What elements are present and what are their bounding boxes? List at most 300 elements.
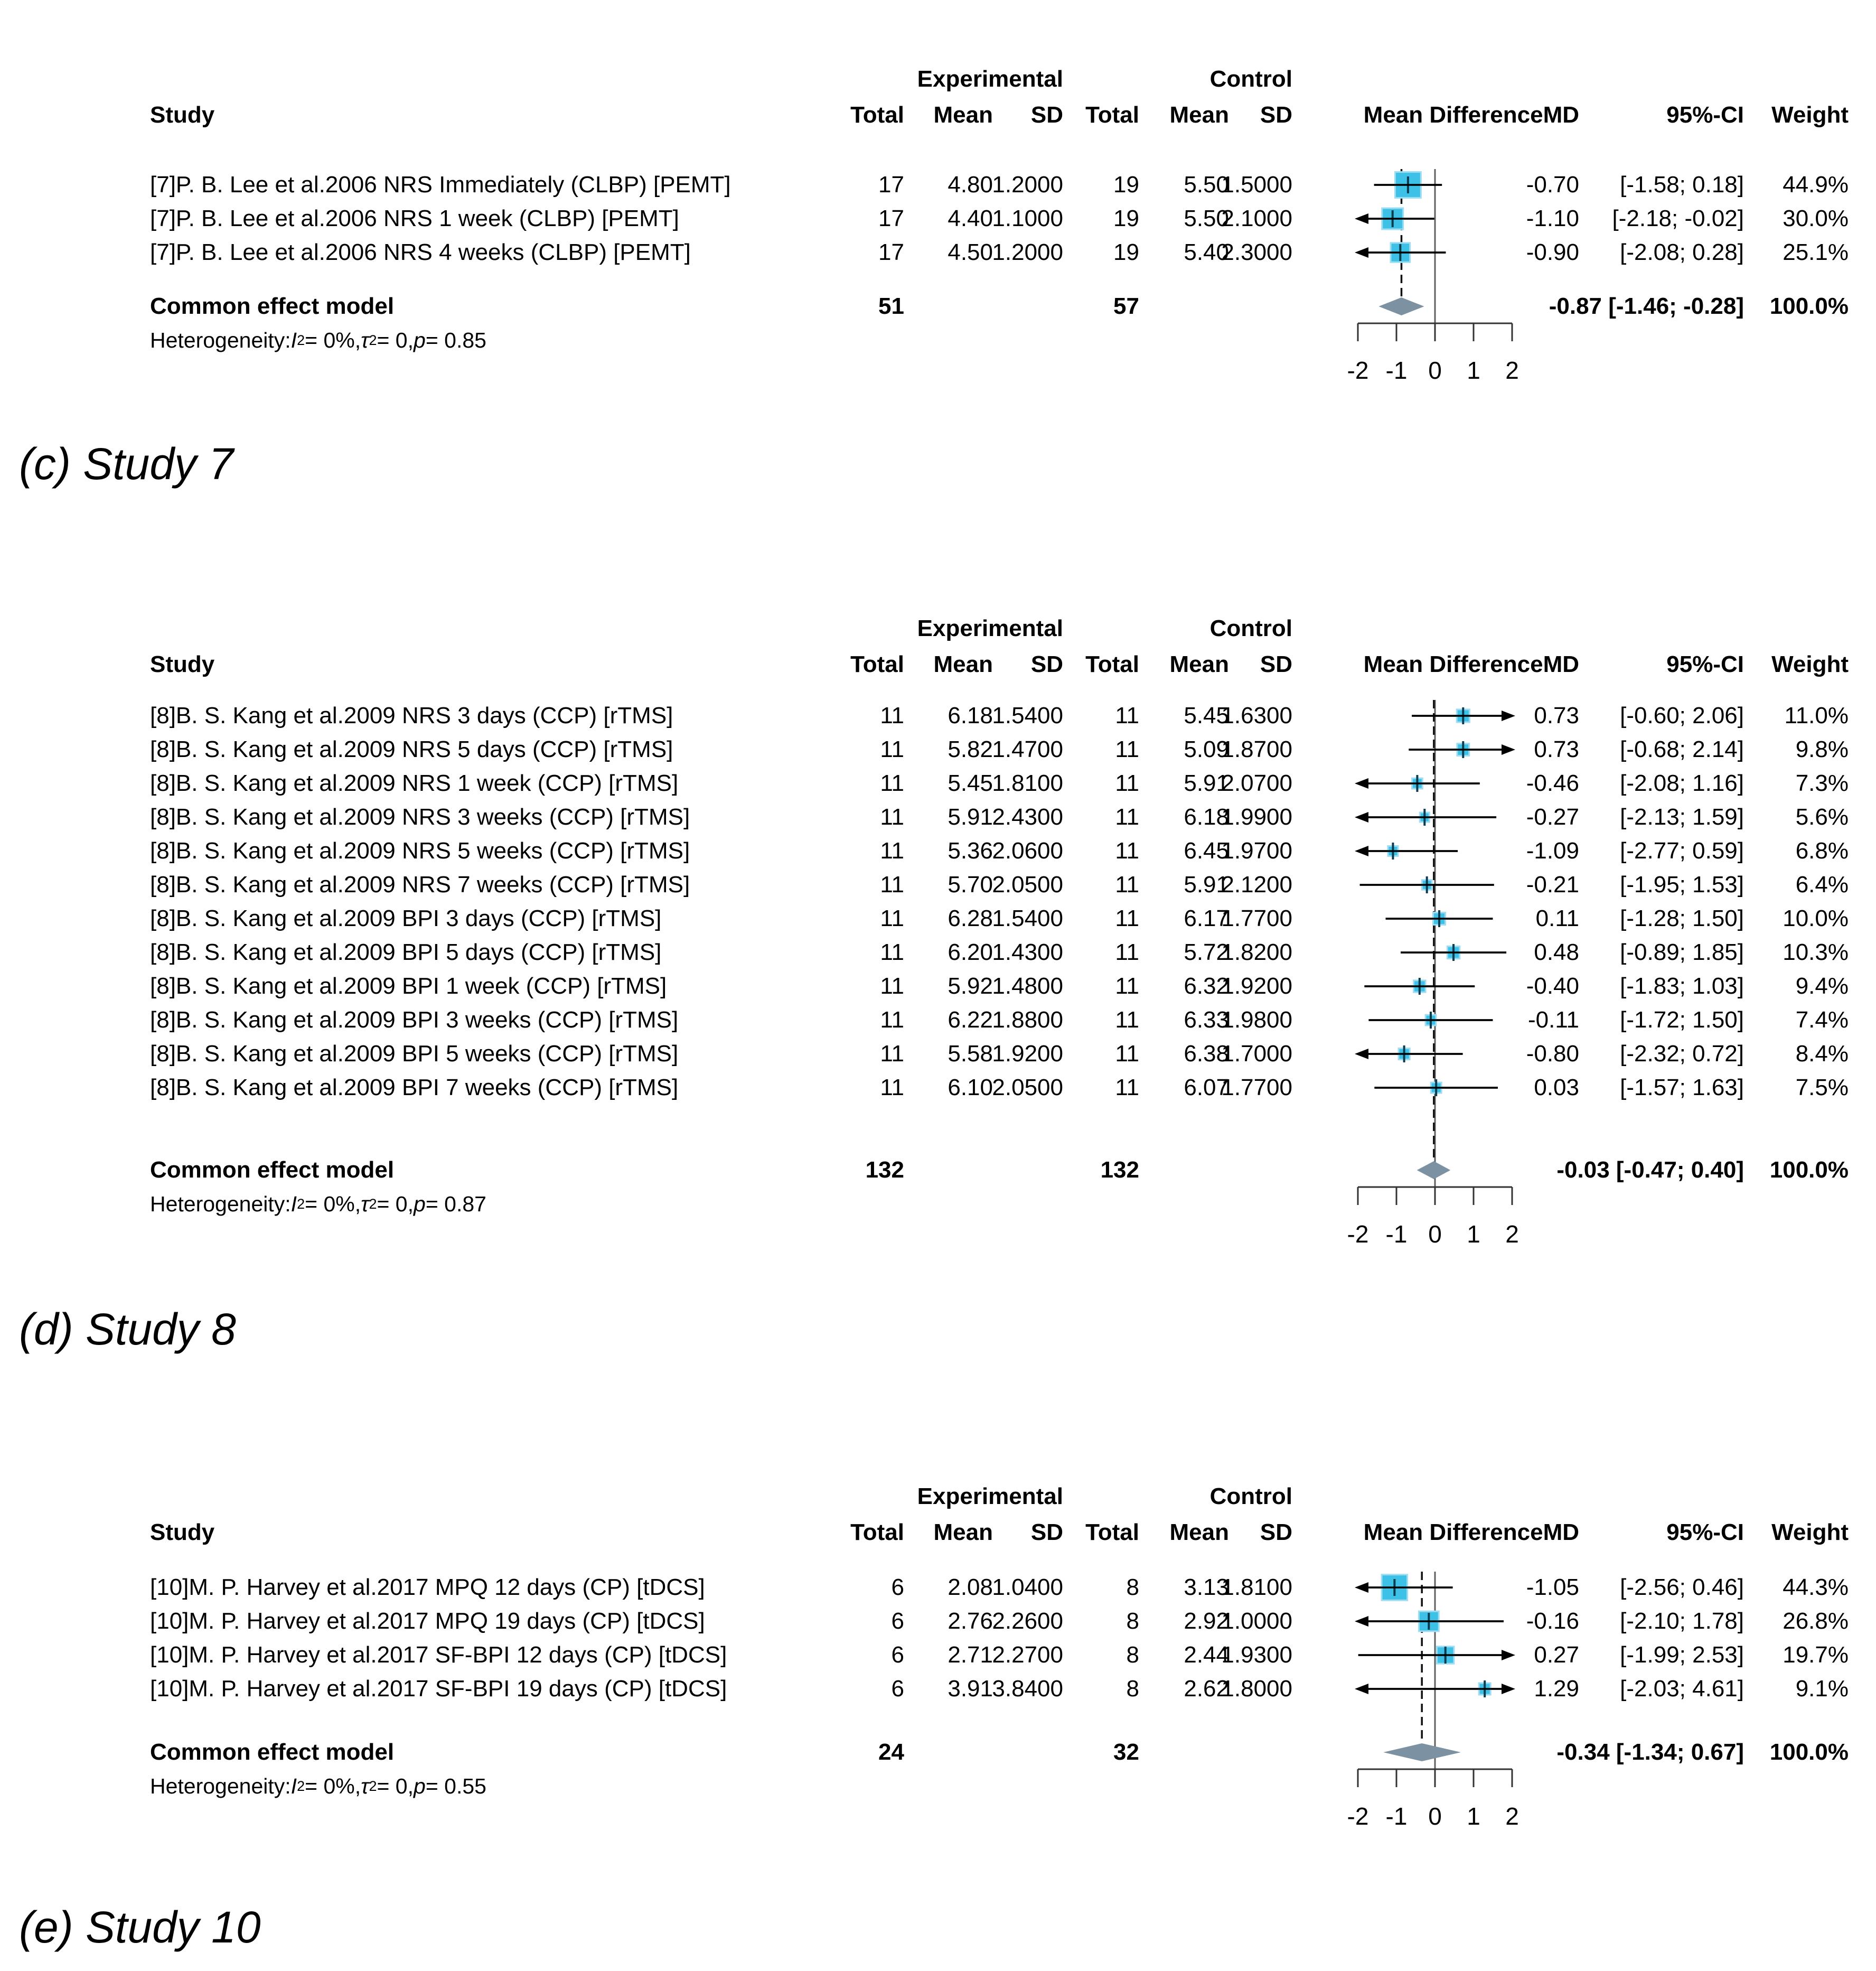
ctrl-mean-value: 5.91 xyxy=(1184,872,1229,898)
ctrl-mean-value: 2.62 xyxy=(1184,1676,1229,1702)
weight-value: 19.7% xyxy=(1783,1642,1849,1668)
ctrl-total-value: 11 xyxy=(1115,973,1139,999)
study-label: [8]B. S. Kang et al.2009 NRS 1 week (CCP) [rTMS] xyxy=(150,770,679,796)
study-row xyxy=(0,168,1876,202)
md-column-header: MD xyxy=(1543,1519,1579,1545)
column-header-row xyxy=(0,1518,1876,1547)
summary-md-ci: -0.03 [-0.47; 0.40] xyxy=(1556,1157,1744,1183)
ctrl-mean-value: 6.38 xyxy=(1184,1041,1229,1067)
ctrl-sd-value: 1.9200 xyxy=(1221,973,1292,999)
ctrl-total-value: 11 xyxy=(1115,770,1139,796)
exp-mean-value: 4.50 xyxy=(948,239,993,265)
experimental-group-header: Experimental xyxy=(917,66,1063,92)
exp-sd-value: 1.1000 xyxy=(992,205,1063,231)
md-value: 0.03 xyxy=(1534,1075,1579,1100)
ctrl-total-value: 11 xyxy=(1115,703,1139,728)
ctrl-sd-value: 1.7700 xyxy=(1221,905,1292,931)
exp-sd-value: 1.5400 xyxy=(992,703,1063,728)
ctrl-sd-value: 2.1000 xyxy=(1221,205,1292,231)
summary-md-ci: -0.34 [-1.34; 0.67] xyxy=(1556,1739,1744,1765)
ctrl-total-value: 8 xyxy=(1126,1642,1139,1668)
forest-plot-e xyxy=(0,1482,1876,1888)
summary-exp-total: 24 xyxy=(878,1739,904,1765)
summary-weight: 100.0% xyxy=(1769,293,1849,319)
mean-difference-column-header: Mean Difference xyxy=(1363,651,1543,677)
exp-sd-value: 1.4300 xyxy=(992,939,1063,965)
weight-value: 9.8% xyxy=(1795,736,1849,762)
summary-label: Common effect model xyxy=(150,293,395,319)
exp-mean-value: 5.91 xyxy=(948,804,993,830)
axis-tick-label: 1 xyxy=(1467,1220,1480,1248)
caption-study-8: (d) Study 8 xyxy=(19,1304,236,1354)
spacer xyxy=(0,130,1876,168)
md-value: -0.70 xyxy=(1526,172,1579,198)
spacer xyxy=(0,1547,1876,1571)
ctrl-total-value: 19 xyxy=(1113,239,1139,265)
ctrl-total-value: 11 xyxy=(1115,1007,1139,1033)
weight-value: 10.0% xyxy=(1783,905,1849,931)
spacer xyxy=(0,94,1876,100)
study-row xyxy=(0,1672,1876,1706)
md-value: -0.90 xyxy=(1526,239,1579,265)
column-header-row xyxy=(0,650,1876,679)
ctrl-total-value: 8 xyxy=(1126,1608,1139,1634)
md-value: -0.21 xyxy=(1526,872,1579,898)
exp-mean-value: 2.76 xyxy=(948,1608,993,1634)
ctrl-mean-value: 5.50 xyxy=(1184,205,1229,231)
ctrl-mean-value: 5.91 xyxy=(1184,770,1229,796)
exp-mean-value: 5.58 xyxy=(948,1041,993,1067)
ctrl-mean-value: 6.07 xyxy=(1184,1075,1229,1100)
weight-value: 11.0% xyxy=(1784,703,1849,728)
exp-mean-value: 6.22 xyxy=(948,1007,993,1033)
ctrl-sd-header: SD xyxy=(1260,651,1292,677)
spacer xyxy=(0,357,1876,442)
axis-tick-label: -1 xyxy=(1385,1220,1408,1248)
study-label: [8]B. S. Kang et al.2009 NRS 3 weeks (CCP) [rTMS] xyxy=(150,804,690,830)
mean-difference-column-header: Mean Difference xyxy=(1363,1519,1543,1545)
study-label: [7]P. B. Lee et al.2006 NRS 1 week (CLBP) [PEMT] xyxy=(150,205,679,231)
ctrl-sd-header: SD xyxy=(1260,1519,1292,1545)
ci-value: [-0.60; 2.06] xyxy=(1620,703,1744,728)
study-row xyxy=(0,733,1876,767)
ctrl-mean-value: 6.32 xyxy=(1184,973,1229,999)
exp-sd-value: 2.0500 xyxy=(992,1075,1063,1100)
study-row xyxy=(0,969,1876,1003)
exp-sd-value: 1.0400 xyxy=(992,1574,1063,1600)
summary-weight: 100.0% xyxy=(1769,1157,1849,1183)
ctrl-sd-value: 1.8100 xyxy=(1221,1574,1292,1600)
weight-value: 9.1% xyxy=(1795,1676,1849,1702)
weight-column-header: Weight xyxy=(1771,651,1849,677)
axis-tick-label: 2 xyxy=(1505,1220,1519,1248)
exp-sd-value: 2.0600 xyxy=(992,838,1063,864)
ctrl-mean-value: 5.45 xyxy=(1184,703,1229,728)
study-label: [10]M. P. Harvey et al.2017 MPQ 19 days (CP) [tDCS] xyxy=(150,1608,705,1634)
axis-tick-label: -2 xyxy=(1347,1802,1369,1830)
ci-value: [-2.03; 4.61] xyxy=(1620,1676,1744,1702)
exp-total-value: 11 xyxy=(880,1075,904,1100)
weight-value: 7.3% xyxy=(1795,770,1849,796)
ctrl-mean-value: 2.92 xyxy=(1184,1608,1229,1634)
exp-mean-value: 6.18 xyxy=(948,703,993,728)
axis-tick-label: -1 xyxy=(1385,1802,1408,1830)
summary-ctrl-total: 32 xyxy=(1113,1739,1139,1765)
ci-value: [-1.99; 2.53] xyxy=(1620,1642,1744,1668)
exp-sd-value: 2.2700 xyxy=(992,1642,1063,1668)
weight-value: 25.1% xyxy=(1783,239,1849,265)
ci-value: [-1.57; 1.63] xyxy=(1620,1075,1744,1100)
weight-value: 6.4% xyxy=(1795,872,1849,898)
exp-total-value: 6 xyxy=(891,1676,904,1702)
ci-value: [-1.83; 1.03] xyxy=(1620,973,1744,999)
group-header-row xyxy=(0,64,1876,94)
ctrl-total-value: 8 xyxy=(1126,1574,1139,1600)
exp-total-value: 11 xyxy=(880,905,904,931)
exp-sd-header: SD xyxy=(1030,102,1063,128)
exp-total-value: 11 xyxy=(880,804,904,830)
md-column-header: MD xyxy=(1543,651,1579,677)
exp-total-value: 6 xyxy=(891,1642,904,1668)
weight-value: 10.3% xyxy=(1783,939,1849,965)
exp-sd-header: SD xyxy=(1030,651,1063,677)
exp-total-value: 11 xyxy=(880,1041,904,1067)
forest-plot-d xyxy=(0,614,1876,1305)
md-value: -0.80 xyxy=(1526,1041,1579,1067)
axis-tick-label: 0 xyxy=(1428,357,1442,384)
exp-sd-value: 1.9200 xyxy=(992,1041,1063,1067)
ctrl-total-value: 19 xyxy=(1113,205,1139,231)
caption-study-10: (e) Study 10 xyxy=(19,1902,261,1952)
ctrl-mean-value: 6.18 xyxy=(1184,804,1229,830)
exp-mean-value: 5.82 xyxy=(948,736,993,762)
study-column-header: Study xyxy=(150,1519,215,1545)
group-header-row xyxy=(0,1482,1876,1511)
ctrl-mean-value: 6.17 xyxy=(1184,905,1229,931)
ci-value: [-1.95; 1.53] xyxy=(1620,872,1744,898)
study-label: [7]P. B. Lee et al.2006 NRS 4 weeks (CLBP) [PEMT] xyxy=(150,239,691,265)
study-header-spacer xyxy=(150,1482,829,1511)
weight-value: 44.3% xyxy=(1783,1574,1849,1600)
md-value: -0.27 xyxy=(1526,804,1579,830)
summary-md-ci: -0.87 [-1.46; -0.28] xyxy=(1549,293,1744,319)
ctrl-sd-value: 1.9800 xyxy=(1221,1007,1292,1033)
study-label: [7]P. B. Lee et al.2006 NRS Immediately (CLBP) [PEMT] xyxy=(150,172,731,198)
effect-md-header xyxy=(1292,100,1579,130)
study-row xyxy=(0,1638,1876,1672)
ci-value: [-2.08; 0.28] xyxy=(1620,239,1744,265)
md-value: -1.09 xyxy=(1526,838,1579,864)
ctrl-mean-header: Mean xyxy=(1169,1519,1229,1545)
ctrl-sd-value: 1.0000 xyxy=(1221,1608,1292,1634)
ctrl-total-value: 11 xyxy=(1115,905,1139,931)
study-label: [8]B. S. Kang et al.2009 BPI 3 weeks (CCP) [rTMS] xyxy=(150,1007,679,1033)
exp-mean-value: 5.92 xyxy=(948,973,993,999)
ctrl-total-value: 11 xyxy=(1115,804,1139,830)
exp-total-value: 11 xyxy=(880,1007,904,1033)
ctrl-total-value: 11 xyxy=(1115,872,1139,898)
md-value: -1.05 xyxy=(1526,1574,1579,1600)
summary-row xyxy=(0,1153,1876,1187)
ci-value: [-2.13; 1.59] xyxy=(1620,804,1744,830)
study-label: [10]M. P. Harvey et al.2017 SF-BPI 12 days (CP) [tDCS] xyxy=(150,1642,727,1668)
exp-sd-header: SD xyxy=(1030,1519,1063,1545)
exp-mean-value: 5.70 xyxy=(948,872,993,898)
ctrl-sd-value: 1.9300 xyxy=(1221,1642,1292,1668)
caption-study-7: (c) Study 7 xyxy=(19,439,234,489)
ctrl-total-value: 11 xyxy=(1115,1075,1139,1100)
md-value: -0.16 xyxy=(1526,1608,1579,1634)
ctrl-sd-value: 1.5000 xyxy=(1221,172,1292,198)
ctrl-total-value: 11 xyxy=(1115,736,1139,762)
column-header-row xyxy=(0,100,1876,130)
axis-tick-label: -1 xyxy=(1385,357,1408,384)
md-value: 0.73 xyxy=(1534,736,1579,762)
md-value: 1.29 xyxy=(1534,1676,1579,1702)
axis-tick-label: 2 xyxy=(1505,1802,1519,1830)
exp-mean-value: 6.20 xyxy=(948,939,993,965)
summary-exp-total: 132 xyxy=(865,1157,904,1183)
exp-total-value: 11 xyxy=(880,703,904,728)
axis-tick-label: 1 xyxy=(1467,1802,1480,1830)
ctrl-sd-value: 2.1200 xyxy=(1221,872,1292,898)
study-row xyxy=(0,1071,1876,1105)
study-row xyxy=(0,202,1876,236)
md-column-header: MD xyxy=(1543,102,1579,128)
study-row xyxy=(0,1571,1876,1604)
ctrl-sd-value: 1.8000 xyxy=(1221,1676,1292,1702)
study-header-spacer xyxy=(150,64,829,94)
spacer xyxy=(0,643,1876,650)
md-value: 0.27 xyxy=(1534,1642,1579,1668)
ctrl-sd-value: 1.6300 xyxy=(1221,703,1292,728)
spacer xyxy=(0,1105,1876,1153)
ctrl-mean-header: Mean xyxy=(1169,102,1229,128)
forest-plot-c xyxy=(0,64,1876,442)
md-value: -1.10 xyxy=(1526,205,1579,231)
ctrl-sd-value: 2.0700 xyxy=(1221,770,1292,796)
ctrl-total-value: 11 xyxy=(1115,939,1139,965)
study-row xyxy=(0,236,1876,269)
study-row xyxy=(0,800,1876,834)
study-label: [8]B. S. Kang et al.2009 NRS 5 weeks (CCP) [rTMS] xyxy=(150,838,690,864)
md-value: 0.73 xyxy=(1534,703,1579,728)
ctrl-mean-header: Mean xyxy=(1169,651,1229,677)
axis-tick-label: -2 xyxy=(1347,357,1369,384)
control-group-header: Control xyxy=(1209,66,1292,92)
md-value: 0.48 xyxy=(1534,939,1579,965)
exp-mean-value: 4.80 xyxy=(948,172,993,198)
ci-value: [-0.89; 1.85] xyxy=(1620,939,1744,965)
exp-sd-value: 2.4300 xyxy=(992,804,1063,830)
ctrl-total-header: Total xyxy=(1085,1519,1139,1545)
md-value: -0.11 xyxy=(1527,1007,1579,1033)
study-row xyxy=(0,834,1876,868)
control-group-header: Control xyxy=(1209,615,1292,641)
md-value: -0.46 xyxy=(1526,770,1579,796)
ci-value: [-2.77; 0.59] xyxy=(1620,838,1744,864)
ctrl-total-header: Total xyxy=(1085,651,1139,677)
exp-total-value: 17 xyxy=(878,172,904,198)
heterogeneity-text: Heterogeneity: I 2 = 0%, τ 2 = 0, p = 0.55 xyxy=(150,1773,486,1798)
summary-ctrl-total: 132 xyxy=(1100,1157,1139,1183)
exp-total-value: 17 xyxy=(878,205,904,231)
exp-total-value: 6 xyxy=(891,1608,904,1634)
ci-column-header: 95%-CI xyxy=(1666,1519,1744,1545)
ctrl-total-value: 19 xyxy=(1113,172,1139,198)
exp-sd-value: 1.2000 xyxy=(992,172,1063,198)
ci-value: [-1.72; 1.50] xyxy=(1620,1007,1744,1033)
axis-tick-label: 1 xyxy=(1467,357,1480,384)
mean-difference-column-header: Mean Difference xyxy=(1363,102,1543,128)
study-row xyxy=(0,1003,1876,1037)
ctrl-total-value: 8 xyxy=(1126,1676,1139,1702)
summary-ctrl-total: 57 xyxy=(1113,293,1139,319)
exp-mean-header: Mean xyxy=(933,651,993,677)
exp-total-value: 6 xyxy=(891,1574,904,1600)
exp-sd-value: 1.5400 xyxy=(992,905,1063,931)
ctrl-mean-value: 2.44 xyxy=(1184,1642,1229,1668)
exp-total-value: 11 xyxy=(880,939,904,965)
ctrl-total-value: 11 xyxy=(1115,1041,1139,1067)
exp-sd-value: 1.4800 xyxy=(992,973,1063,999)
summary-row xyxy=(0,289,1876,323)
control-group-header: Control xyxy=(1209,1483,1292,1509)
exp-mean-value: 2.08 xyxy=(948,1574,993,1600)
exp-sd-value: 2.2600 xyxy=(992,1608,1063,1634)
weight-value: 30.0% xyxy=(1783,205,1849,231)
study-row xyxy=(0,868,1876,902)
weight-value: 26.8% xyxy=(1783,1608,1849,1634)
ci-value: [-0.68; 2.14] xyxy=(1620,736,1744,762)
study-label: [8]B. S. Kang et al.2009 NRS 7 weeks (CCP) [rTMS] xyxy=(150,872,690,898)
spacer xyxy=(0,679,1876,699)
study-row xyxy=(0,699,1876,733)
spacer xyxy=(0,1803,1876,1888)
spacer xyxy=(0,269,1876,289)
effect-md-header xyxy=(1292,1518,1579,1547)
exp-sd-value: 3.8400 xyxy=(992,1676,1063,1702)
weight-value: 9.4% xyxy=(1795,973,1849,999)
ctrl-sd-value: 1.9900 xyxy=(1221,804,1292,830)
study-column-header: Study xyxy=(150,102,215,128)
weight-value: 7.4% xyxy=(1795,1007,1849,1033)
heterogeneity-text: Heterogeneity: I 2 = 0%, τ 2 = 0, p = 0.87 xyxy=(150,1191,486,1216)
axis-tick-label: -2 xyxy=(1347,1220,1369,1248)
study-row xyxy=(0,1604,1876,1638)
heterogeneity-text: Heterogeneity: I 2 = 0%, τ 2 = 0, p = 0.85 xyxy=(150,328,486,352)
effect-md-header xyxy=(1292,650,1579,679)
ctrl-sd-value: 1.8700 xyxy=(1221,736,1292,762)
exp-sd-value: 1.8800 xyxy=(992,1007,1063,1033)
study-header-spacer xyxy=(150,614,829,643)
study-row xyxy=(0,767,1876,800)
ctrl-total-header: Total xyxy=(1085,102,1139,128)
exp-sd-value: 1.2000 xyxy=(992,239,1063,265)
study-column-header: Study xyxy=(150,651,215,677)
ctrl-mean-value: 5.09 xyxy=(1184,736,1229,762)
ci-column-header: 95%-CI xyxy=(1666,102,1744,128)
axis-tick-label: 2 xyxy=(1505,357,1519,384)
exp-mean-value: 6.28 xyxy=(948,905,993,931)
ctrl-mean-value: 5.50 xyxy=(1184,172,1229,198)
weight-column-header: Weight xyxy=(1771,1519,1849,1545)
exp-mean-value: 6.10 xyxy=(948,1075,993,1100)
study-label: [8]B. S. Kang et al.2009 NRS 3 days (CCP) [rTMS] xyxy=(150,703,673,728)
exp-mean-header: Mean xyxy=(933,1519,993,1545)
ci-value: [-2.32; 0.72] xyxy=(1620,1041,1744,1067)
ci-value: [-2.10; 1.78] xyxy=(1620,1608,1744,1634)
ctrl-mean-value: 6.45 xyxy=(1184,838,1229,864)
weight-column-header: Weight xyxy=(1771,102,1849,128)
ctrl-mean-value: 3.13 xyxy=(1184,1574,1229,1600)
exp-sd-value: 1.4700 xyxy=(992,736,1063,762)
study-label: [8]B. S. Kang et al.2009 BPI 3 days (CCP) [rTMS] xyxy=(150,905,662,931)
spacer xyxy=(0,1221,1876,1305)
ctrl-sd-value: 1.7700 xyxy=(1221,1075,1292,1100)
weight-value: 7.5% xyxy=(1795,1075,1849,1100)
summary-label: Common effect model xyxy=(150,1739,395,1765)
ci-value: [-2.08; 1.16] xyxy=(1620,770,1744,796)
study-row xyxy=(0,902,1876,936)
exp-mean-value: 4.40 xyxy=(948,205,993,231)
exp-total-header: Total xyxy=(850,102,904,128)
exp-total-value: 17 xyxy=(878,239,904,265)
summary-exp-total: 51 xyxy=(878,293,904,319)
exp-total-header: Total xyxy=(850,651,904,677)
study-label: [8]B. S. Kang et al.2009 BPI 7 weeks (CCP) [rTMS] xyxy=(150,1075,679,1100)
ctrl-sd-value: 1.9700 xyxy=(1221,838,1292,864)
spacer xyxy=(0,1511,1876,1518)
weight-value: 5.6% xyxy=(1795,804,1849,830)
exp-total-value: 11 xyxy=(880,973,904,999)
study-label: [8]B. S. Kang et al.2009 NRS 5 days (CCP) [rTMS] xyxy=(150,736,673,762)
ctrl-sd-value: 1.8200 xyxy=(1221,939,1292,965)
md-value: -0.40 xyxy=(1526,973,1579,999)
study-label: [8]B. S. Kang et al.2009 BPI 5 days (CCP) [rTMS] xyxy=(150,939,662,965)
study-row xyxy=(0,1037,1876,1071)
exp-total-value: 11 xyxy=(880,736,904,762)
ctrl-mean-value: 5.40 xyxy=(1184,239,1229,265)
ctrl-sd-value: 2.3000 xyxy=(1221,239,1292,265)
ci-value: [-2.56; 0.46] xyxy=(1620,1574,1744,1600)
ci-value: [-1.28; 1.50] xyxy=(1620,905,1744,931)
summary-label: Common effect model xyxy=(150,1157,395,1183)
axis-tick-label: 0 xyxy=(1428,1220,1442,1248)
md-value: 0.11 xyxy=(1535,905,1579,931)
ctrl-mean-value: 5.72 xyxy=(1184,939,1229,965)
experimental-group-header: Experimental xyxy=(917,615,1063,641)
weight-value: 6.8% xyxy=(1795,838,1849,864)
ci-value: [-2.18; -0.02] xyxy=(1612,205,1744,231)
exp-mean-value: 5.45 xyxy=(948,770,993,796)
ctrl-sd-value: 1.7000 xyxy=(1221,1041,1292,1067)
study-label: [8]B. S. Kang et al.2009 BPI 1 week (CCP) [rTMS] xyxy=(150,973,667,999)
exp-mean-value: 3.91 xyxy=(948,1676,993,1702)
exp-total-value: 11 xyxy=(880,872,904,898)
summary-weight: 100.0% xyxy=(1769,1739,1849,1765)
ctrl-sd-header: SD xyxy=(1260,102,1292,128)
study-label: [10]M. P. Harvey et al.2017 MPQ 12 days (CP) [tDCS] xyxy=(150,1574,705,1600)
exp-total-value: 11 xyxy=(880,838,904,864)
ctrl-total-value: 11 xyxy=(1115,838,1139,864)
experimental-group-header: Experimental xyxy=(917,1483,1063,1509)
weight-value: 8.4% xyxy=(1795,1041,1849,1067)
exp-mean-value: 2.71 xyxy=(948,1642,993,1668)
group-header-row xyxy=(0,614,1876,643)
summary-row xyxy=(0,1735,1876,1769)
study-label: [10]M. P. Harvey et al.2017 SF-BPI 19 days (CP) [tDCS] xyxy=(150,1676,727,1702)
